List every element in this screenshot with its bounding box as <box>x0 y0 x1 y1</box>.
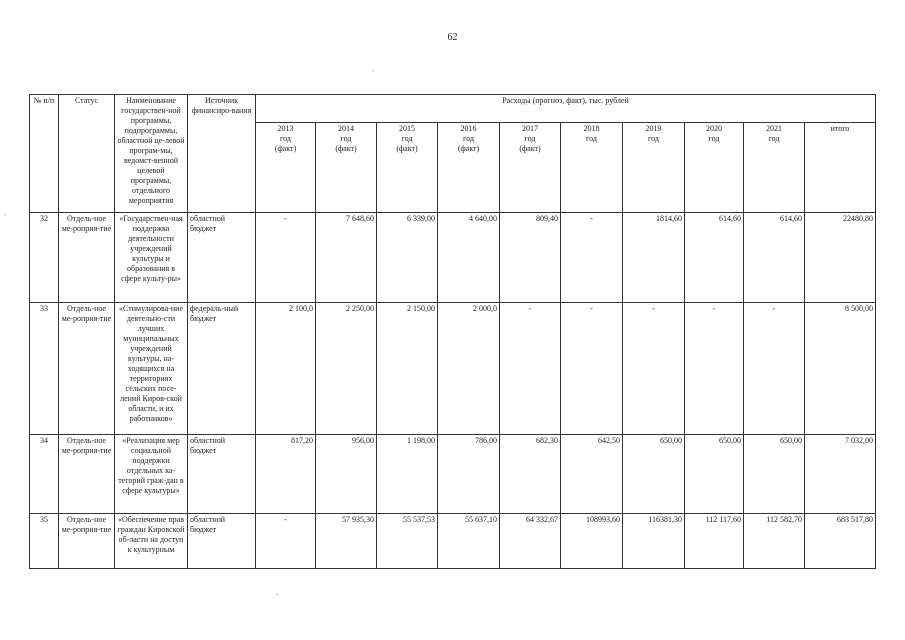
row-status: Отдель-ное ме-роприя-тие <box>59 514 115 569</box>
header-year-label: 2013 год (факт) <box>274 124 297 153</box>
row-value: 809,40 <box>500 213 561 303</box>
row-value: 614,60 <box>744 213 805 303</box>
header-year-label: 2018 год <box>583 124 600 143</box>
header-year-0 <box>256 123 316 213</box>
table-row <box>30 303 876 435</box>
row-total: 683 517,80 <box>805 514 876 569</box>
row-value: 2 250,00 <box>316 303 377 435</box>
row-value: 682,30 <box>500 435 561 514</box>
row-value: 6 339,00 <box>377 213 438 303</box>
table-row <box>30 435 876 514</box>
row-value: 1 198,00 <box>377 435 438 514</box>
row-total: 22480,80 <box>805 213 876 303</box>
row-name: «Обеспечение прав граждан Кировской об-ласти на доступ к культурным <box>115 514 188 569</box>
header-year-label: 2014 год (факт) <box>335 124 357 153</box>
row-value: 642,50 <box>561 435 623 514</box>
row-value: 55 637,10 <box>438 514 500 569</box>
row-status: Отдель-ное ме-роприя-тие <box>59 303 115 435</box>
row-value: - <box>685 303 744 435</box>
row-number: 32 <box>30 213 59 303</box>
row-value: 956,00 <box>316 435 377 514</box>
header-expenses: Расходы (прогноз, факт), тыс. рублей <box>256 95 876 123</box>
row-value: - <box>256 514 316 569</box>
row-value: 2 150,00 <box>377 303 438 435</box>
page-number: 62 <box>447 32 458 43</box>
row-value: - <box>744 303 805 435</box>
row-value: 116381,30 <box>623 514 685 569</box>
row-status: Отдель-ное ме-роприя-тие <box>59 213 115 303</box>
header-year-label: 2019 год <box>645 124 662 143</box>
header-year-label: итого <box>830 124 850 133</box>
row-value: 650,00 <box>685 435 744 514</box>
row-number: 34 <box>30 435 59 514</box>
row-value: 1814,60 <box>623 213 685 303</box>
expenses-table <box>29 94 876 569</box>
header-year-label: 2020 год <box>706 124 722 143</box>
row-value: 2 100,0 <box>256 303 316 435</box>
row-value: - <box>256 213 316 303</box>
row-value: 650,00 <box>744 435 805 514</box>
header-year-3 <box>438 123 500 213</box>
row-value: 2 000,0 <box>438 303 500 435</box>
row-value: 108993,60 <box>561 514 623 569</box>
header-year-5 <box>561 123 623 213</box>
row-value: 112 582,70 <box>744 514 805 569</box>
row-total: 7 032,00 <box>805 435 876 514</box>
header-year-9 <box>805 123 876 213</box>
header-year-label: 2017 год (факт) <box>519 124 541 153</box>
header-year-6 <box>623 123 685 213</box>
table-row <box>30 213 876 303</box>
row-value: 64 332,67 <box>500 514 561 569</box>
row-number: 33 <box>30 303 59 435</box>
header-year-label: 2021 год <box>766 124 782 143</box>
header-year-1 <box>316 123 377 213</box>
header-year-8 <box>744 123 805 213</box>
row-value: 112 117,60 <box>685 514 744 569</box>
row-value: - <box>623 303 685 435</box>
row-value: - <box>500 303 561 435</box>
row-value: 7 648,60 <box>316 213 377 303</box>
row-value: 614,60 <box>685 213 744 303</box>
table-row <box>30 514 876 569</box>
header-year-label: 2015 год (факт) <box>396 124 418 153</box>
row-name: «Реализация мер социальной поддержки отдельных ка-тегорий граж-дан в сфере культуры» <box>115 435 188 514</box>
row-value: 817,20 <box>256 435 316 514</box>
header-year-7 <box>685 123 744 213</box>
row-source: федераль-ный бюджет <box>188 303 256 435</box>
header-row-main <box>30 95 876 123</box>
header-source: Источник финансиро-вания <box>188 95 256 213</box>
row-value: 650,00 <box>623 435 685 514</box>
row-value: - <box>561 213 623 303</box>
row-source: областной бюджет <box>188 435 256 514</box>
row-source: областной бюджет <box>188 514 256 569</box>
row-source: областной бюджет <box>188 213 256 303</box>
header-year-4 <box>500 123 561 213</box>
row-value: 4 640,00 <box>438 213 500 303</box>
row-total: 8 500,00 <box>805 303 876 435</box>
header-status: Статус <box>59 95 115 213</box>
header-year-2 <box>377 123 438 213</box>
row-value: 57 935,30 <box>316 514 377 569</box>
row-status: Отдель-ное ме-роприя-тие <box>59 435 115 514</box>
header-num: № п/п <box>30 95 59 213</box>
row-value: - <box>561 303 623 435</box>
header-year-label: 2016 год (факт) <box>457 124 480 153</box>
row-value: 786,00 <box>438 435 500 514</box>
row-name: «Государствен-ная поддержка деятельности учреждений культуры и образования в сфере культу-ры» <box>115 213 188 303</box>
row-value: 55 537,53 <box>377 514 438 569</box>
header-name: Наименование государствен-ной программы, подпрограммы, областной це-левой програм-мы, ведомст-венной целевой программы, отдельного мероприятия <box>115 95 188 213</box>
row-name: «Стимулирова-ние деятельно-сти лучших муниципальных учреждений культуры, на-ходящихся на территориях сельских посе-лений Киров-ской области, и их работников» <box>115 303 188 435</box>
row-number: 35 <box>30 514 59 569</box>
